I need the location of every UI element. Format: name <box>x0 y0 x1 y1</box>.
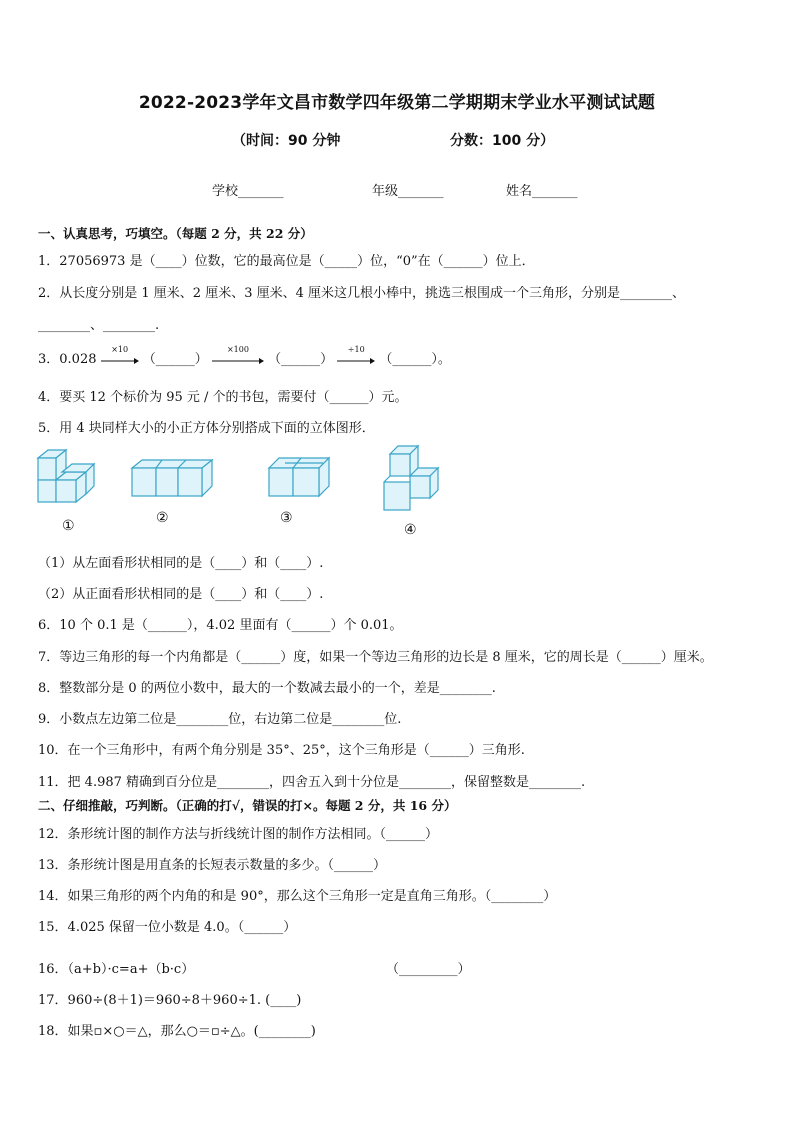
question-14: 14．如果三角形的两个内角的和是 90°，那么这个三角形一定是直角三角形。（________） <box>38 889 557 904</box>
section-2-heading: 二、仔细推敲，巧判断。（正确的打√，错误的打×。每题 2 分，共 16 分） <box>38 798 457 813</box>
question-11: 11．把 4.987 精确到百分位是________，四舍五入到十分位是________，保留整数是________. <box>38 775 586 790</box>
cube-figure-4 <box>380 444 444 516</box>
school-field[interactable]: 学校_______ <box>212 184 284 199</box>
arrow-icon <box>212 344 264 367</box>
question-1: 1．27056973 是（____）位数，它的最高位是（_____）位，“0”在（______）位上． <box>38 254 535 269</box>
question-2: 2．从长度分别是 1 厘米、2 厘米、3 厘米、4 厘米这几根小棒中，挑选三根围成一个三角形，分别是________、 <box>38 286 686 301</box>
question-2-continued: ________、________. <box>38 318 160 333</box>
q3-op3: ÷10 <box>347 344 365 354</box>
question-13: 13．条形统计图是用直条的长短表示数量的多少。（______） <box>38 858 387 873</box>
q16-text: 16．（a+b）·c=a+（b·c） <box>38 962 195 977</box>
question-15: 15．4.025 保留一位小数是 4.0。（______） <box>38 920 297 935</box>
question-3 <box>38 344 451 367</box>
cube-figure-2 <box>128 456 218 506</box>
q3-blank-1[interactable]: （______） <box>142 352 208 367</box>
question-4: 4．要买 12 个标价为 95 元 / 个的书包，需要付（______）元。 <box>38 390 408 405</box>
section-1-heading: 一、认真思考，巧填空。（每题 2 分，共 22 分） <box>38 226 313 241</box>
question-7: 7．等边三角形的每一个内角都是（______）度，如果一个等边三角形的边长是 8 厘米，它的周长是（______）厘米。 <box>38 650 713 665</box>
exam-time: （时间：90 分钟 <box>232 133 341 149</box>
arrow-icon <box>101 344 139 367</box>
question-5-2: （2）从正面看形状相同的是（____）和（____）. <box>38 587 324 602</box>
question-5-1: （1）从左面看形状相同的是（____）和（____）. <box>38 556 324 571</box>
q3-start: 3．0.028 <box>38 352 97 367</box>
question-8: 8．整数部分是 0 的两位小数中，最大的一个数减去最小的一个，差是________. <box>38 681 496 696</box>
q3-blank-2[interactable]: （______） <box>268 352 334 367</box>
page-title: 2022-2023学年文昌市数学四年级第二学期期末学业水平测试试题 <box>138 93 656 113</box>
q16-blank[interactable]: （_________） <box>386 962 471 977</box>
q3-op1: ×10 <box>111 344 129 354</box>
exam-score: 分数：100 分） <box>450 133 555 149</box>
question-16 <box>38 958 194 977</box>
question-17: 17．960÷(8＋1)＝960÷8＋960÷1. (____) <box>38 993 302 1008</box>
cube-figure-1 <box>34 448 106 512</box>
cube-figure-3 <box>265 454 335 506</box>
q3-op2: ×100 <box>226 344 249 354</box>
arrow-icon <box>337 344 375 367</box>
question-10: 10．在一个三角形中，有两个角分别是 35°、25°，这个三角形是（______）三角形. <box>38 743 525 758</box>
question-12: 12．条形统计图的制作方法与折线统计图的制作方法相同。（______） <box>38 827 439 842</box>
question-18: 18．如果▫×○＝△，那么○＝▫÷△。(________) <box>38 1024 316 1039</box>
grade-field[interactable]: 年级_______ <box>372 184 444 199</box>
figure-label-2: ② <box>156 510 169 526</box>
figure-label-4: ④ <box>404 522 417 538</box>
name-field[interactable]: 姓名_______ <box>506 184 578 199</box>
q3-blank-3[interactable]: （______）。 <box>379 352 451 367</box>
question-6: 6．10 个 0.1 是（______），4.02 里面有（______）个 0.01。 <box>38 618 403 633</box>
question-5: 5．用 4 块同样大小的小正方体分别搭成下面的立体图形． <box>38 421 375 436</box>
figure-label-3: ③ <box>280 510 293 526</box>
figure-label-1: ① <box>62 518 75 534</box>
question-9: 9．小数点左边第二位是________位，右边第二位是________位. <box>38 712 402 727</box>
